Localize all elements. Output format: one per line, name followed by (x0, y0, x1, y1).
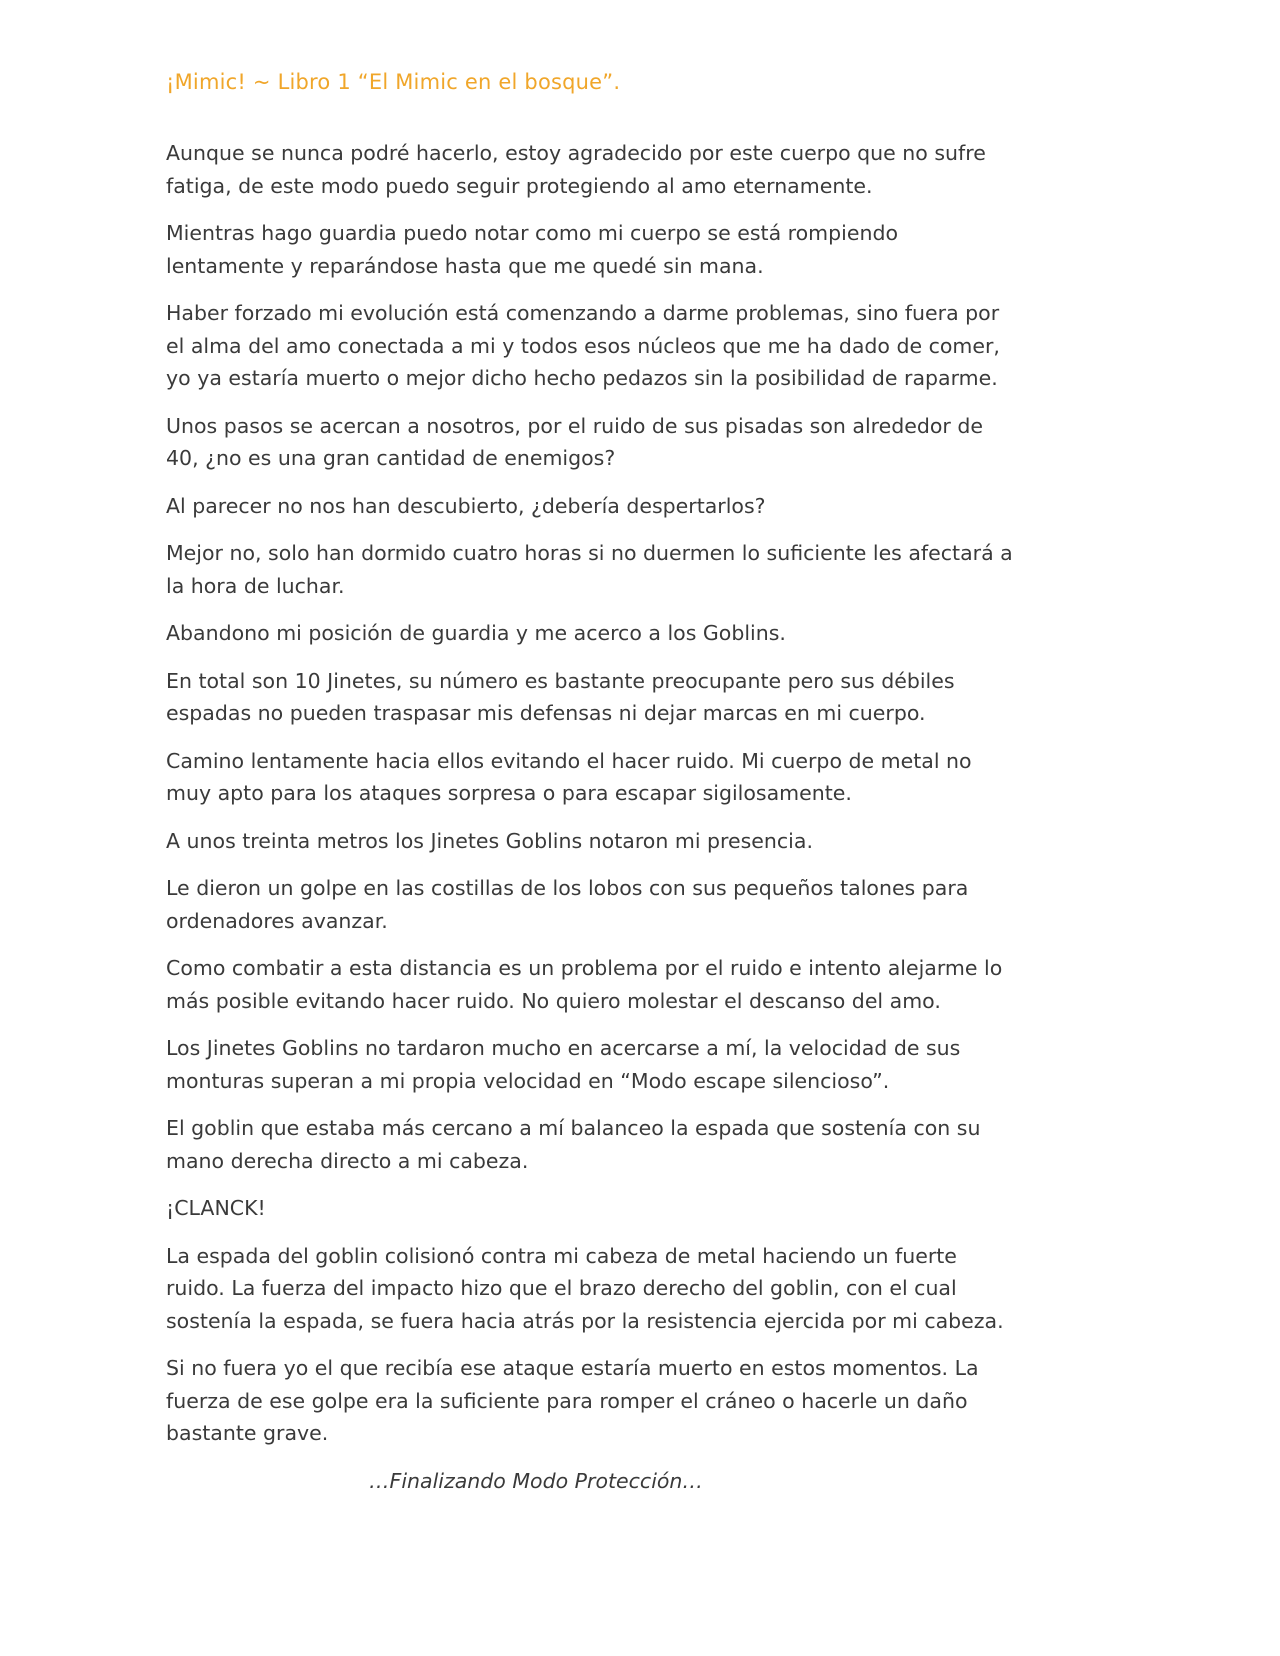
paragraph-1: Aunque se nunca podré hacerlo, estoy agradecido por este cuerpo que no sufre fatiga, de este modo puedo seguir protegiendo al amo eternamente. (166, 141, 986, 198)
paragraph-12: Como combatir a esta distancia es un problema por el ruido e intento alejarme lo más posible evitando hacer ruido. No quiero molestar el descanso del amo. (166, 956, 1003, 1013)
paragraph-10: A unos treinta metros los Jinetes Goblins notaron mi presencia. (166, 828, 813, 853)
paragraph-17: Si no fuera yo el que recibía ese ataque estaría muerto en estos momentos. La fuerza de ese golpe era la suficiente para romper el cráneo o hacerle un daño bastante grave. (166, 1356, 979, 1445)
page-header-title: ¡Mimic! ~ Libro 1 “El Mimic en el bosque”. (166, 70, 621, 94)
paragraph-11: Le dieron un golpe en las costillas de los lobos con sus pequeños talones para ordenadores avanzar. (166, 876, 969, 933)
paragraph-16: La espada del goblin colisionó contra mi cabeza de metal haciendo un fuerte ruido. La fuerza del impacto hizo que el brazo derecho del goblin, con el cual sostenía la espada, se fuera hacia atrás por la resistencia ejercida por mi cabeza. (166, 1243, 1004, 1333)
paragraph-6: Mejor no, solo han dormido cuatro horas si no duermen lo suficiente les afectará a la hora de luchar. (166, 541, 1013, 598)
paragraph-14: El goblin que estaba más cercano a mí balanceo la espada que sostenía con su mano derecha directo a mi cabeza. (166, 1116, 981, 1173)
body-text (166, 137, 1016, 1512)
paragraph-13: Los Jinetes Goblins no tardaron mucho en acercarse a mí, la velocidad de sus monturas superan a mi propia velocidad en “Modo escape silencioso”. (166, 1036, 961, 1093)
paragraph-2: Mientras hago guardia puedo notar como mi cuerpo se está rompiendo lentamente y reparándose hasta que me quedé sin mana. (166, 221, 899, 278)
paragraph-7: Abandono mi posición de guardia y me acerco a los Goblins. (166, 621, 786, 645)
paragraph-8: En total son 10 Jinetes, su número es bastante preocupante pero sus débiles espadas no pueden traspasar mis defensas ni dejar marcas en mi cuerpo. (166, 668, 955, 725)
paragraph-15: ¡CLANCK! (166, 1196, 266, 1220)
paragraph-4: Unos pasos se acercan a nosotros, por el ruido de sus pisadas son alrededor de 40, ¿no es una gran cantidad de enemigos? (166, 413, 983, 470)
closing-line: …Finalizando Modo Protección… (369, 1468, 703, 1493)
paragraph-9: Camino lentamente hacia ellos evitando el hacer ruido. Mi cuerpo de metal no muy apto para los ataques sorpresa o para escapar sigilosamente. (166, 748, 972, 805)
paragraph-3: Haber forzado mi evolución está comenzando a darme problemas, sino fuera por el alma del amo conectada a mi y todos esos núcleos que me ha dado de comer, yo ya estaría muerto o mejor dicho hecho pedazos sin la posibilidad de raparme. (166, 301, 1000, 390)
paragraph-5: Al parecer no nos han descubierto, ¿debería despertarlos? (166, 493, 766, 518)
